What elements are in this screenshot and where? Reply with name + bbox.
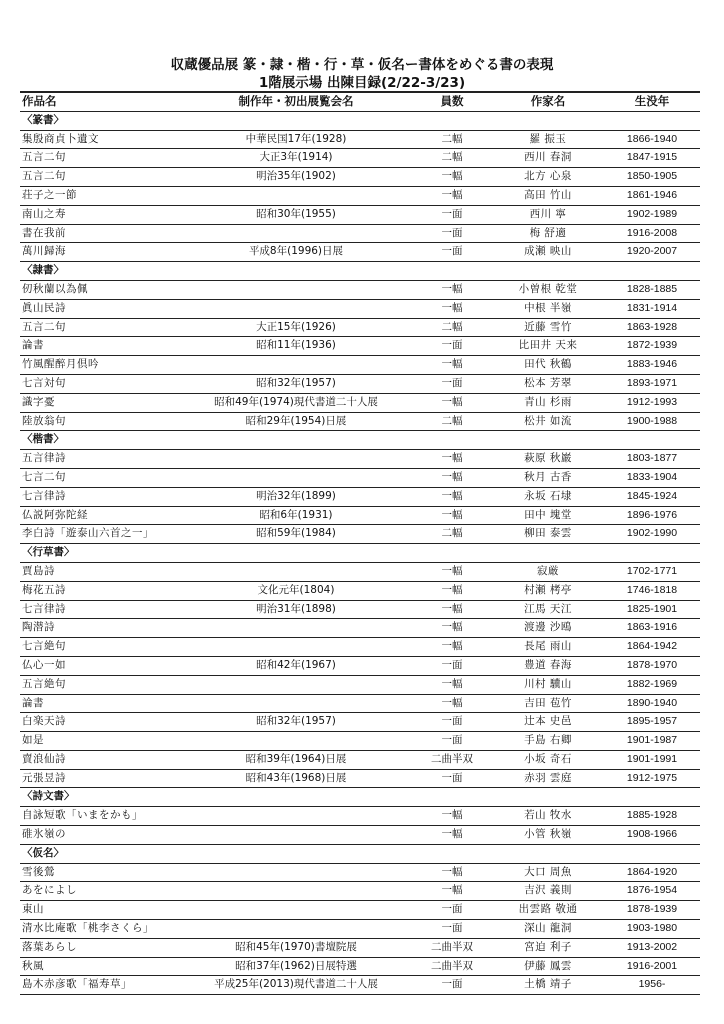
table-row [20,882,700,901]
cell-title: 眞山民詩 [20,299,180,318]
cell-artist: 豊道 春海 [492,656,604,675]
table-row [20,656,700,675]
cell-year: 昭和45年(1970)書壇院展 [180,938,412,957]
cell-life: 1916-2008 [604,224,700,243]
cell-life: 1895-1957 [604,713,700,732]
cell-title: 論書 [20,337,180,356]
cell-life: 1866-1940 [604,130,700,149]
table-row [20,826,700,845]
cell-title: 東山 [20,901,180,920]
cell-life: 1861-1946 [604,186,700,205]
section-heading: 〈隷書〉 [20,262,700,281]
cell-count: 二曲半双 [412,750,492,769]
cell-title: 賣浪仙詩 [20,750,180,769]
cell-count: 一幅 [412,638,492,657]
section-heading: 〈楷書〉 [20,431,700,450]
cell-life: 1825-1901 [604,600,700,619]
cell-count: 一幅 [412,882,492,901]
cell-title: 識字憂 [20,393,180,412]
cell-artist: 深山 龍洞 [492,920,604,939]
cell-artist: 小管 秋嶺 [492,826,604,845]
cell-title: 五言二句 [20,168,180,187]
cell-life: 1901-1987 [604,732,700,751]
cell-artist: 松井 如流 [492,412,604,431]
cell-year [180,694,412,713]
cell-title: 自詠短歌「いまをかも」 [20,807,180,826]
cell-life: 1864-1942 [604,638,700,657]
cell-title: 五言二句 [20,149,180,168]
table-row [20,694,700,713]
cell-life: 1702-1771 [604,562,700,581]
cell-life: 1876-1954 [604,882,700,901]
cell-life: 1863-1928 [604,318,700,337]
cell-year [180,356,412,375]
cell-count: 一幅 [412,506,492,525]
cell-life: 1912-1993 [604,393,700,412]
cell-title: 七言律詩 [20,600,180,619]
cell-artist: 永坂 石埭 [492,487,604,506]
cell-artist: 西川 寧 [492,205,604,224]
cell-title: 雪後鶯 [20,863,180,882]
section-row [20,111,700,130]
cell-year: 昭和6年(1931) [180,506,412,525]
cell-count: 一面 [412,976,492,995]
cell-year: 昭和37年(1962)日展特選 [180,957,412,976]
cell-artist: 北方 心泉 [492,168,604,187]
cell-title: 仞秋蘭以為佩 [20,280,180,299]
table-row [20,638,700,657]
cell-year [180,920,412,939]
cell-year [180,863,412,882]
cell-year [180,299,412,318]
cell-title: 白楽天詩 [20,713,180,732]
cell-title: 五言二句 [20,318,180,337]
table-row [20,205,700,224]
table-row [20,186,700,205]
cell-year: 平成8年(1996)日展 [180,243,412,262]
cell-count: 二幅 [412,525,492,544]
cell-count: 一幅 [412,619,492,638]
cell-year: 昭和49年(1974)現代書道二十人展 [180,393,412,412]
cell-life: 1956- [604,976,700,995]
header-count: 員数 [412,92,492,111]
cell-year: 昭和43年(1968)日展 [180,769,412,788]
table-row [20,412,700,431]
cell-artist: 柳田 泰雲 [492,525,604,544]
table-row [20,600,700,619]
document-title: 収蔵優品展 篆・隷・楷・行・草・仮名ー書体をめぐる書の表現 [170,57,554,73]
cell-artist: 萩原 秋巌 [492,450,604,469]
cell-artist: 吉沢 義則 [492,882,604,901]
cell-title: 李白詩「遊泰山六首之一」 [20,525,180,544]
section-row [20,544,700,563]
cell-title: 七言絶句 [20,638,180,657]
table-row [20,450,700,469]
cell-artist: 渡邊 沙鴎 [492,619,604,638]
cell-artist: 土橋 靖子 [492,976,604,995]
table-row [20,976,700,995]
cell-life: 1878-1970 [604,656,700,675]
cell-count: 二幅 [412,130,492,149]
header-artist: 作家名 [492,92,604,111]
cell-year: 昭和29年(1954)日展 [180,412,412,431]
cell-title: 萬川歸海 [20,243,180,262]
cell-count: 一幅 [412,863,492,882]
cell-life: 1878-1939 [604,901,700,920]
table-row [20,732,700,751]
cell-count: 二幅 [412,412,492,431]
cell-title: 島木赤彦歌「福寿草」 [20,976,180,995]
cell-life: 1900-1988 [604,412,700,431]
cell-life: 1882-1969 [604,675,700,694]
cell-title: 五言絶句 [20,675,180,694]
cell-artist: 秋月 古香 [492,468,604,487]
table-row [20,525,700,544]
cell-artist: 伊藤 鳳雲 [492,957,604,976]
cell-life: 1883-1946 [604,356,700,375]
section-heading: 〈詩文書〉 [20,788,700,807]
cell-year [180,186,412,205]
cell-artist: 田中 塊堂 [492,506,604,525]
table-row [20,224,700,243]
cell-year [180,468,412,487]
cell-count: 一面 [412,224,492,243]
cell-count: 一面 [412,769,492,788]
table-row [20,130,700,149]
cell-title: 集殷商貞卜遺文 [20,130,180,149]
cell-count: 一幅 [412,450,492,469]
cell-count: 一幅 [412,562,492,581]
cell-artist: 比田井 天来 [492,337,604,356]
cell-artist: 羅 振玉 [492,130,604,149]
cell-count: 一面 [412,337,492,356]
cell-year: 昭和39年(1964)日展 [180,750,412,769]
cell-count: 一幅 [412,468,492,487]
table-row [20,280,700,299]
cell-artist: 村瀬 栲亭 [492,581,604,600]
cell-count: 一幅 [412,356,492,375]
cell-count: 二幅 [412,318,492,337]
cell-year: 平成25年(2013)現代書道二十人展 [180,976,412,995]
cell-title: 清水比庵歌「桃李さくら」 [20,920,180,939]
cell-artist: 江馬 天江 [492,600,604,619]
cell-artist: 梅 舒適 [492,224,604,243]
table-row [20,713,700,732]
cell-year: 中華民国17年(1928) [180,130,412,149]
cell-life: 1908-1966 [604,826,700,845]
cell-title: あをによし [20,882,180,901]
cell-year: 昭和59年(1984) [180,525,412,544]
cell-title: 陶潜詩 [20,619,180,638]
cell-life: 1845-1924 [604,487,700,506]
table-row [20,619,700,638]
table-row [20,487,700,506]
cell-title: 書在我前 [20,224,180,243]
cell-artist: 小坂 奇石 [492,750,604,769]
cell-artist: 高田 竹山 [492,186,604,205]
cell-year [180,732,412,751]
cell-year: 昭和11年(1936) [180,337,412,356]
table-header-row [20,92,700,111]
cell-title: 如是 [20,732,180,751]
cell-life: 1833-1904 [604,468,700,487]
cell-life: 1831-1914 [604,299,700,318]
cell-count: 一面 [412,205,492,224]
cell-title: 五言律詩 [20,450,180,469]
table-row [20,769,700,788]
cell-count: 二幅 [412,149,492,168]
cell-year [180,619,412,638]
cell-artist: 寂厳 [492,562,604,581]
cell-life: 1885-1928 [604,807,700,826]
cell-title: 賈島詩 [20,562,180,581]
cell-artist: 長尾 雨山 [492,638,604,657]
table-row [20,750,700,769]
header-life: 生没年 [604,92,700,111]
table-row [20,863,700,882]
cell-count: 一幅 [412,393,492,412]
cell-life: 1890-1940 [604,694,700,713]
cell-artist: 大口 周魚 [492,863,604,882]
table-row [20,938,700,957]
table-row [20,468,700,487]
cell-count: 二曲半双 [412,938,492,957]
cell-life: 1850-1905 [604,168,700,187]
cell-life: 1746-1818 [604,581,700,600]
section-row [20,431,700,450]
cell-year [180,562,412,581]
cell-year [180,638,412,657]
section-row [20,844,700,863]
cell-artist: 西川 春洞 [492,149,604,168]
cell-count: 一面 [412,243,492,262]
cell-title: 七言二句 [20,468,180,487]
table-row [20,299,700,318]
cell-year [180,675,412,694]
cell-count: 一面 [412,732,492,751]
cell-artist: 近藤 雪竹 [492,318,604,337]
cell-life: 1864-1920 [604,863,700,882]
table-row [20,374,700,393]
cell-year: 昭和32年(1957) [180,713,412,732]
cell-count: 一幅 [412,168,492,187]
cell-title: 七言律詩 [20,487,180,506]
cell-artist: 出雲路 敬通 [492,901,604,920]
table-row [20,318,700,337]
cell-year: 昭和30年(1955) [180,205,412,224]
cell-life: 1920-2007 [604,243,700,262]
table-row [20,807,700,826]
cell-life: 1872-1939 [604,337,700,356]
cell-title: 七言対句 [20,374,180,393]
cell-artist: 成瀬 映山 [492,243,604,262]
cell-year: 明治35年(1902) [180,168,412,187]
cell-count: 一面 [412,901,492,920]
cell-count: 一面 [412,713,492,732]
cell-title: 南山之寿 [20,205,180,224]
table-row [20,901,700,920]
cell-year [180,901,412,920]
cell-count: 一幅 [412,807,492,826]
cell-life: 1893-1971 [604,374,700,393]
section-row [20,262,700,281]
table-body [20,111,700,994]
cell-life: 1913-2002 [604,938,700,957]
table-row [20,957,700,976]
cell-life: 1912-1975 [604,769,700,788]
table-row [20,168,700,187]
cell-artist: 宮迫 利子 [492,938,604,957]
cell-life: 1896-1976 [604,506,700,525]
cell-year [180,826,412,845]
cell-count: 二曲半双 [412,957,492,976]
cell-count: 一幅 [412,694,492,713]
table-row [20,356,700,375]
table-row [20,149,700,168]
cell-life: 1803-1877 [604,450,700,469]
cell-title: 論書 [20,694,180,713]
cell-title: 元張昱詩 [20,769,180,788]
cell-count: 一面 [412,374,492,393]
cell-title: 梅花五詩 [20,581,180,600]
cell-count: 一幅 [412,299,492,318]
cell-count: 一幅 [412,826,492,845]
cell-year [180,224,412,243]
cell-artist: 辻本 史邑 [492,713,604,732]
cell-title: 秋風 [20,957,180,976]
cell-artist: 松本 芳翠 [492,374,604,393]
table-row [20,675,700,694]
cell-count: 一幅 [412,487,492,506]
cell-life: 1902-1990 [604,525,700,544]
cell-count: 一幅 [412,600,492,619]
cell-title: 落葉あらし [20,938,180,957]
cell-year: 文化元年(1804) [180,581,412,600]
cell-life: 1863-1916 [604,619,700,638]
section-row [20,788,700,807]
cell-count: 一面 [412,656,492,675]
cell-count: 一幅 [412,581,492,600]
cell-life: 1901-1991 [604,750,700,769]
cell-life: 1847-1915 [604,149,700,168]
section-heading: 〈篆書〉 [20,111,700,130]
cell-title: 仏心一如 [20,656,180,675]
cell-artist: 赤羽 雲庭 [492,769,604,788]
section-heading: 〈仮名〉 [20,844,700,863]
cell-year [180,280,412,299]
cell-title: 仏説阿弥陀経 [20,506,180,525]
cell-year [180,807,412,826]
header-year: 制作年・初出展覧会名 [180,92,412,111]
cell-count: 一幅 [412,675,492,694]
cell-title: 碓氷嶺の [20,826,180,845]
cell-count: 一幅 [412,280,492,299]
cell-year: 昭和32年(1957) [180,374,412,393]
cell-artist: 小曽根 乾堂 [492,280,604,299]
cell-artist: 若山 牧水 [492,807,604,826]
cell-year: 昭和42年(1967) [180,656,412,675]
cell-count: 一幅 [412,186,492,205]
cell-artist: 中根 半嶺 [492,299,604,318]
section-heading: 〈行草書〉 [20,544,700,563]
cell-year [180,450,412,469]
cell-artist: 青山 杉雨 [492,393,604,412]
cell-title: 荘子之一節 [20,186,180,205]
cell-year [180,882,412,901]
table-row [20,581,700,600]
cell-year: 明治32年(1899) [180,487,412,506]
cell-life: 1903-1980 [604,920,700,939]
document-subtitle: 1階展示場 出陳目録(2/22-3/23) [258,75,466,91]
exhibit-list-table [20,91,700,995]
cell-title: 陸放翁句 [20,412,180,431]
cell-life: 1902-1989 [604,205,700,224]
table-row [20,920,700,939]
header-title: 作品名 [20,92,180,111]
cell-artist: 川村 驥山 [492,675,604,694]
cell-artist: 吉田 苞竹 [492,694,604,713]
table-row [20,243,700,262]
cell-life: 1916-2001 [604,957,700,976]
cell-artist: 田代 秋鶴 [492,356,604,375]
cell-life: 1828-1885 [604,280,700,299]
cell-title: 竹風醒醉月倶吟 [20,356,180,375]
cell-year: 大正15年(1926) [180,318,412,337]
table-row [20,337,700,356]
cell-count: 一面 [412,920,492,939]
table-row [20,562,700,581]
cell-year: 明治31年(1898) [180,600,412,619]
cell-year: 大正3年(1914) [180,149,412,168]
table-row [20,506,700,525]
cell-artist: 手島 右卿 [492,732,604,751]
table-row [20,393,700,412]
